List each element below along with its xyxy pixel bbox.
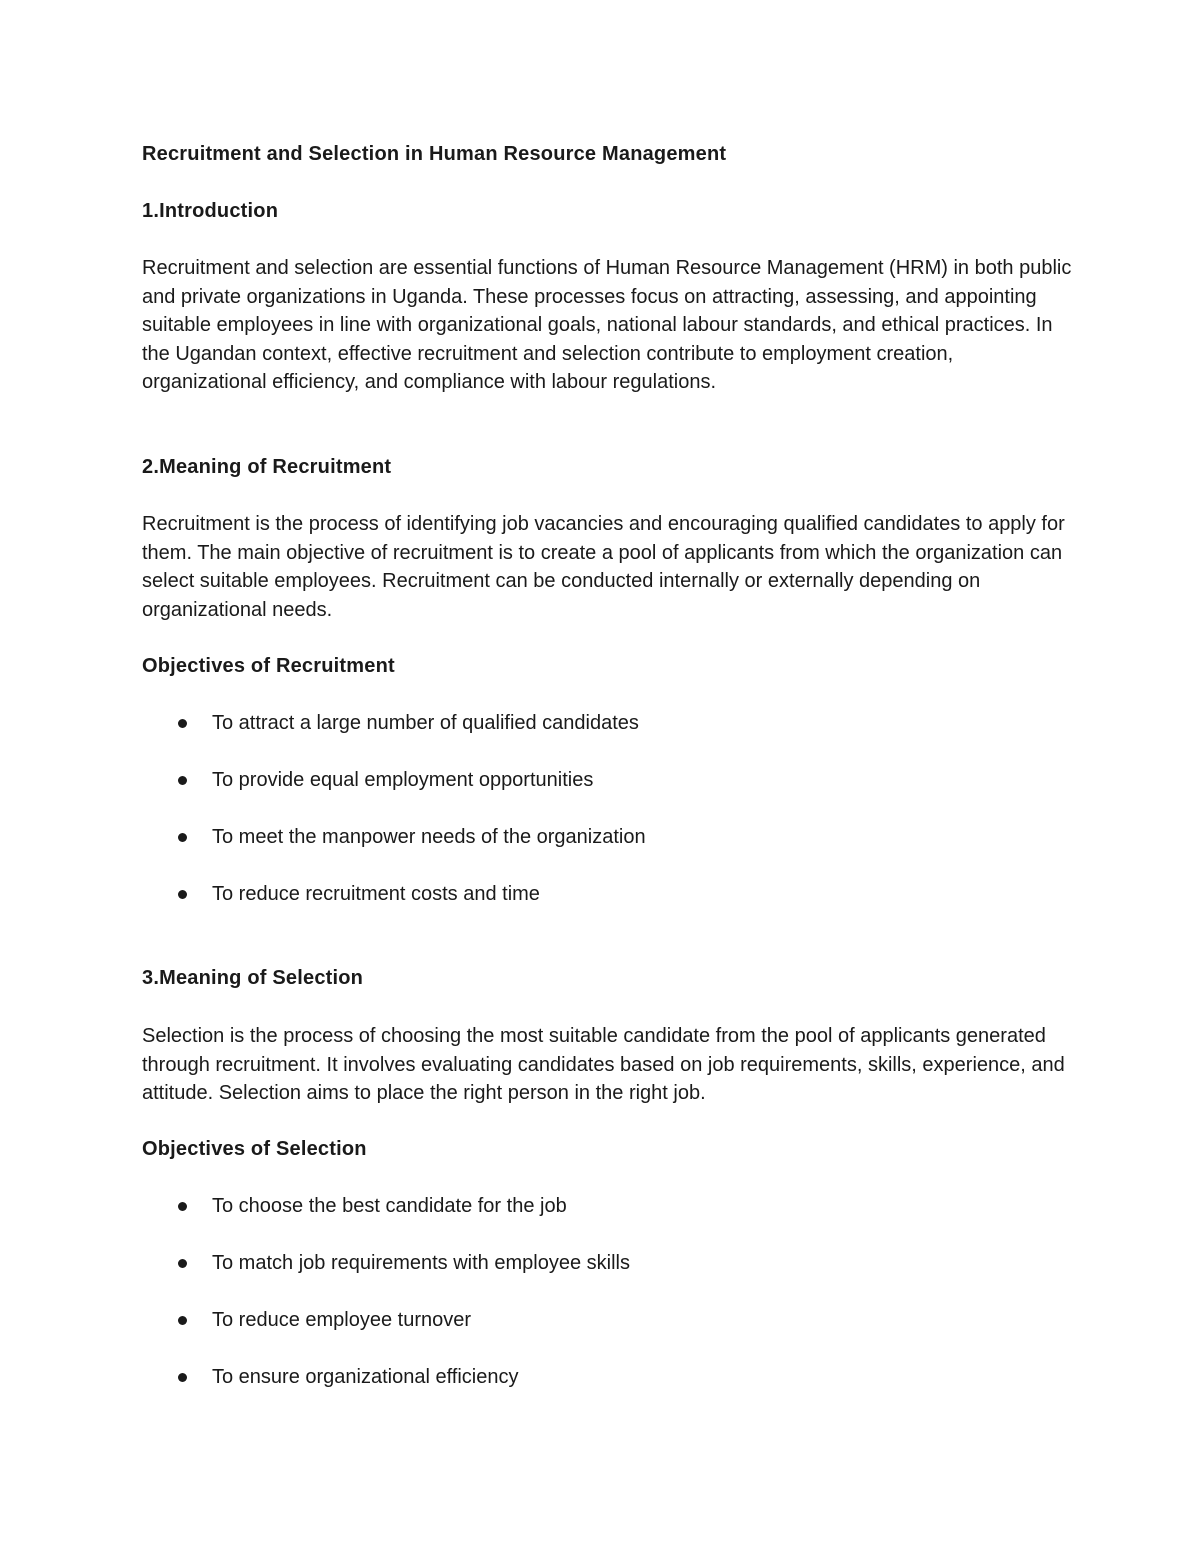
bullet-icon: [178, 719, 187, 728]
recruitment-paragraph: Recruitment is the process of identifying job vacancies and encouraging qualified candidates to apply for them. The main objective of recruitment is to create a pool of applicants from which the organization can select suitable employees. Recruitment can be conducted internally or externally depending on organizational needs.: [142, 513, 1065, 621]
list-item-text: To reduce recruitment costs and time: [212, 883, 540, 905]
bullet-icon: [178, 1202, 187, 1211]
list-item-text: To attract a large number of qualified candidates: [212, 712, 639, 734]
bullet-icon: [178, 1373, 187, 1382]
list-item-text: To ensure organizational efficiency: [212, 1366, 519, 1388]
list-item-text: To choose the best candidate for the job: [212, 1195, 567, 1217]
section-heading-recruitment: 2.Meaning of Recruitment: [142, 456, 392, 478]
selection-paragraph: Selection is the process of choosing the most suitable candidate from the pool of applicants generated through recruitment. It involves evaluating candidates based on job requirements, skills, experience, and attitude. Selection aims to place the right person in the right job.: [142, 1025, 1065, 1104]
list-item-text: To provide equal employment opportunities: [212, 769, 594, 791]
list-item-text: To reduce employee turnover: [212, 1309, 472, 1331]
bullet-icon: [178, 890, 187, 899]
bullet-icon: [178, 776, 187, 785]
bullet-icon: [178, 833, 187, 842]
bullet-icon: [178, 1316, 187, 1325]
document-title: Recruitment and Selection in Human Resource Management: [142, 143, 727, 165]
selection-objectives-heading: Objectives of Selection: [142, 1138, 367, 1160]
section-heading-introduction: 1.Introduction: [142, 200, 279, 222]
section-heading-selection: 3.Meaning of Selection: [142, 967, 364, 989]
recruitment-objectives-heading: Objectives of Recruitment: [142, 655, 395, 677]
bullet-icon: [178, 1259, 187, 1268]
list-item-text: To match job requirements with employee skills: [212, 1252, 630, 1274]
introduction-paragraph: Recruitment and selection are essential functions of Human Resource Management (HRM) in both public and private organizations in Uganda. These processes focus on attracting, assessing, and appointing suitable employees in line with organizational goals, national labour standards, and ethical practices. In the Ugandan context, effective recruitment and selection contribute to employment creation, organizational efficiency, and compliance with labour regulations.: [142, 257, 1072, 393]
list-item-text: To meet the manpower needs of the organization: [212, 826, 646, 848]
